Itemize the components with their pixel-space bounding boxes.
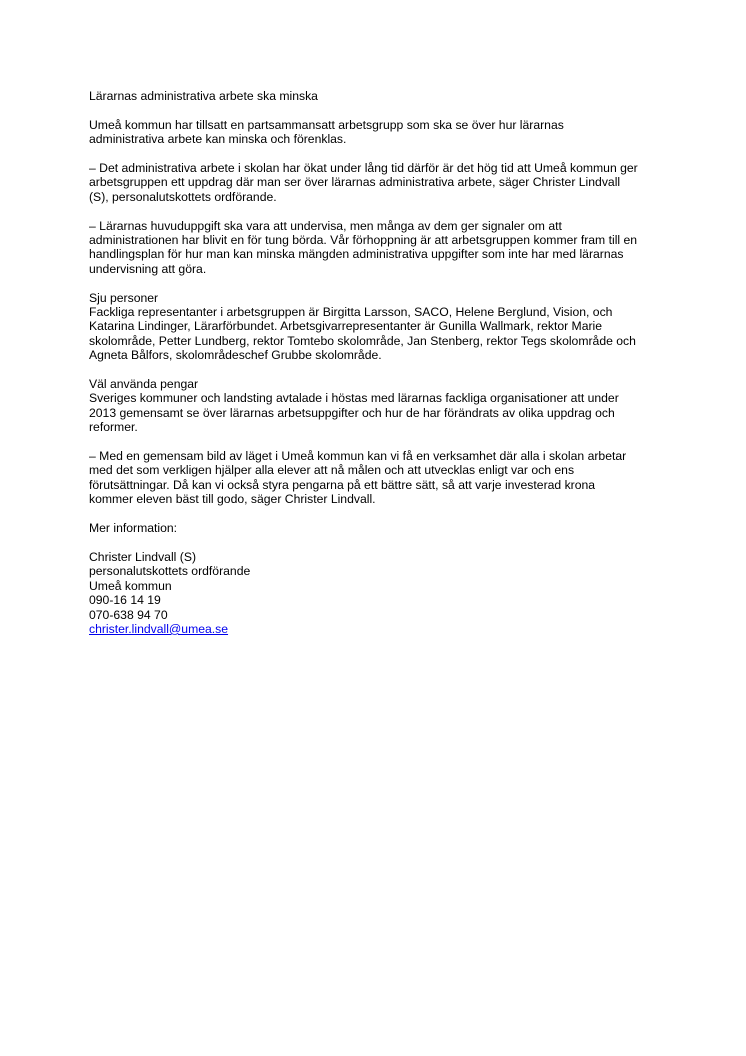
paragraph <box>89 377 638 435</box>
paragraph-line: handlingsplan för hur man kan minska mängden administrativa uppgifter som inte har med lärarnas <box>89 247 624 262</box>
paragraph-line: Sju personer <box>89 290 159 305</box>
paragraph-line: Väl använda pengar <box>89 377 199 392</box>
paragraph-line: administrationen har blivit en för tung börda. Vår förhoppning är att arbetsgruppen kommer fram till en <box>89 233 638 248</box>
contact-email-link[interactable]: christer.lindvall@umea.se <box>89 621 229 636</box>
paragraph <box>89 219 638 277</box>
paragraph-line: administrativa arbete kan minska och förenklas. <box>89 132 347 147</box>
paragraph-line: reformer. <box>89 420 138 435</box>
title-text: Lärarnas administrativa arbete ska minska <box>89 89 318 103</box>
paragraph-line: skolområde, Petter Lundberg, rektor Tomtebo skolområde, Jan Stenberg, rektor Tegs skolområde och <box>89 333 636 348</box>
contact-phone-1: 090-16 14 19 <box>89 593 161 608</box>
paragraph-line: – Med en gemensam bild av läget i Umeå kommun kan vi få en verksamhet där alla i skolan arbetar <box>89 449 627 464</box>
contact-name: Christer Lindvall (S) <box>89 549 197 564</box>
paragraph <box>89 449 638 507</box>
paragraph <box>89 118 638 147</box>
document-title <box>89 89 638 103</box>
paragraph-line: med det som verkligen hjälper alla elever att nå målen och att utvecklas enligt var och ens <box>89 463 575 478</box>
paragraph-line: Agneta Bålfors, skolområdeschef Grubbe skolområde. <box>89 348 382 363</box>
paragraph-line: Mer information: <box>89 521 178 536</box>
paragraph <box>89 291 638 363</box>
paragraph-line: 2013 gemensamt se över lärarnas arbetsuppgifter och hur de har förändrats av olika uppdrag och <box>89 405 615 420</box>
paragraph-line: Sveriges kommuner och landsting avtalade i höstas med lärarnas fackliga organisationer att under <box>89 391 619 406</box>
paragraph-line: förutsättningar. Då kan vi också styra pengarna på ett bättre sätt, så att varje investerad krona <box>89 477 596 492</box>
paragraph-line: – Lärarnas huvuduppgift ska vara att undervisa, men många av dem ger signaler om att <box>89 218 562 233</box>
contact-role: personalutskottets ordförande <box>89 564 251 579</box>
document-page <box>89 89 638 651</box>
paragraph-line: – Det administrativa arbete i skolan har ökat under lång tid därför är det hög tid att Umeå kommun ger <box>89 161 638 175</box>
paragraph-line: Fackliga representanter i arbetsgruppen är Birgitta Larsson, SACO, Helene Berglund, Vision, och <box>89 305 613 320</box>
contact-org: Umeå kommun <box>89 578 172 593</box>
paragraph-line: kommer eleven bäst till godo, säger Christer Lindvall. <box>89 492 376 507</box>
contact-phone-2: 070-638 94 70 <box>89 607 168 622</box>
paragraph-line: arbetsgruppen ett uppdrag där man ser över lärarnas administrativa arbete, säger Christer Lindvall <box>89 175 621 190</box>
document-body <box>89 118 638 536</box>
contact-block <box>89 550 638 636</box>
paragraph-line: Umeå kommun har tillsatt en partsammansatt arbetsgrupp som ska se över hur lärarnas <box>89 117 564 132</box>
paragraph-line: Katarina Lindinger, Lärarförbundet. Arbetsgivarrepresentanter är Gunilla Wallmark, rektor Marie <box>89 319 603 334</box>
paragraph <box>89 521 638 535</box>
paragraph-line: (S), personalutskottets ordförande. <box>89 189 277 204</box>
paragraph <box>89 161 638 204</box>
paragraph-line: undervisning att göra. <box>89 261 207 276</box>
